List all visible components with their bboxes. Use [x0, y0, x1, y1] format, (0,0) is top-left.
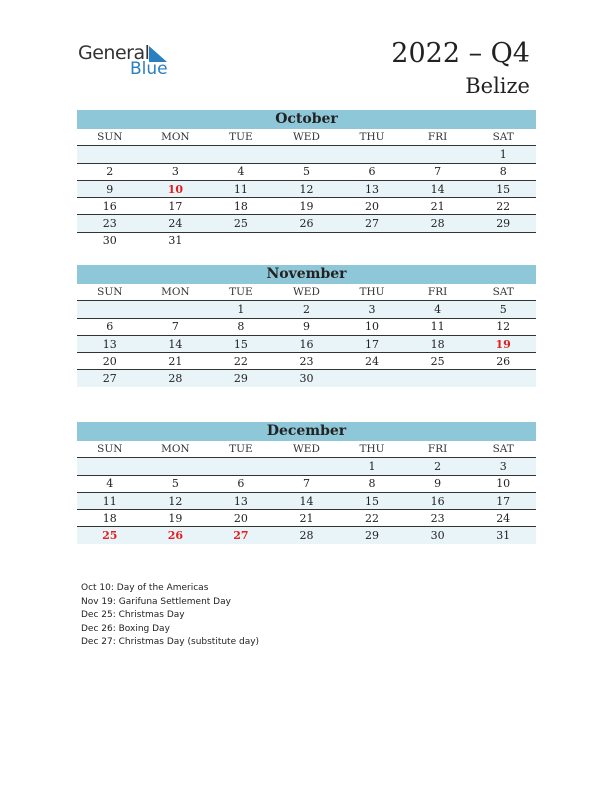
day-cell — [339, 232, 405, 249]
day-cell: 19 — [274, 198, 340, 215]
day-cell: 10 — [339, 318, 405, 335]
day-cell — [274, 146, 340, 163]
day-cell: 20 — [77, 353, 143, 370]
day-cell: 22 — [470, 198, 536, 215]
week-row — [77, 301, 536, 318]
day-cell: 29 — [470, 215, 536, 232]
day-cell: 16 — [77, 198, 143, 215]
day-cell: 15 — [470, 180, 536, 197]
day-cell: 21 — [143, 353, 209, 370]
week-row — [77, 146, 536, 163]
day-cell: 24 — [339, 353, 405, 370]
day-cell: 26 — [274, 215, 340, 232]
weekday-header-row — [77, 441, 536, 458]
day-cell: 25 — [405, 353, 471, 370]
day-cell: 5 — [143, 475, 209, 492]
day-cell: 15 — [208, 335, 274, 352]
day-cell: 20 — [339, 198, 405, 215]
day-cell: 29 — [339, 527, 405, 544]
week-row — [77, 215, 536, 232]
weekday-label: THU — [339, 129, 405, 146]
day-cell: 1 — [208, 301, 274, 318]
day-cell — [77, 458, 143, 475]
day-cell: 30 — [102, 234, 117, 248]
day-cell: 10 — [470, 475, 536, 492]
day-cell: 18 — [77, 510, 143, 527]
day-cell: 4 — [405, 301, 471, 318]
day-cell: 7 — [143, 318, 209, 335]
day-cell: 17 — [470, 492, 536, 509]
day-cell: 16 — [274, 335, 340, 352]
page-title: 2022 – Q4 — [391, 38, 530, 69]
month-grid — [77, 441, 536, 544]
day-cell: 10 — [143, 180, 209, 197]
day-cell: 22 — [339, 510, 405, 527]
day-cell: 24 — [143, 215, 209, 232]
day-cell: 18 — [208, 198, 274, 215]
day-cell — [77, 146, 143, 163]
holiday-note: Dec 25: Christmas Day — [81, 610, 185, 621]
day-cell — [274, 232, 340, 249]
holiday-note: Dec 27: Christmas Day (substitute day) — [81, 637, 260, 648]
day-cell: 16 — [405, 492, 471, 509]
day-cell: 17 — [143, 198, 209, 215]
month-october — [77, 110, 536, 249]
day-cell: 26 — [470, 353, 536, 370]
week-row — [77, 335, 536, 352]
day-cell: 18 — [405, 335, 471, 352]
logo — [78, 40, 178, 80]
weekday-label: SUN — [77, 441, 143, 458]
day-cell: 9 — [274, 318, 340, 335]
day-cell — [143, 146, 209, 163]
day-cell: 11 — [405, 318, 471, 335]
weekday-header-row — [77, 129, 536, 146]
week-row — [77, 370, 536, 387]
day-cell: 27 — [208, 527, 274, 544]
day-cell: 11 — [77, 492, 143, 509]
country-name: Belize — [465, 74, 530, 98]
day-cell: 12 — [470, 318, 536, 335]
weekday-label: WED — [274, 284, 340, 301]
day-cell: 5 — [470, 301, 536, 318]
day-cell: 3 — [470, 458, 536, 475]
day-cell — [470, 232, 536, 249]
weekday-label: FRI — [405, 441, 471, 458]
month-grid — [77, 129, 536, 249]
weekday-label: THU — [339, 284, 405, 301]
day-cell — [143, 301, 209, 318]
weekday-label: SUN — [77, 129, 143, 146]
day-cell: 28 — [143, 370, 209, 387]
day-cell: 7 — [274, 475, 340, 492]
day-cell: 21 — [274, 510, 340, 527]
day-cell: 14 — [274, 492, 340, 509]
day-cell: 25 — [208, 215, 274, 232]
week-row — [77, 180, 536, 197]
day-cell: 27 — [77, 370, 143, 387]
day-cell — [77, 301, 143, 318]
weekday-label: SUN — [77, 284, 143, 301]
week-row — [77, 492, 536, 509]
day-cell — [405, 146, 471, 163]
week-row — [77, 198, 536, 215]
weekday-label: THU — [339, 441, 405, 458]
week-row — [77, 527, 536, 544]
week-row — [77, 475, 536, 492]
day-cell — [208, 146, 274, 163]
day-cell: 14 — [405, 180, 471, 197]
month-title: December — [77, 422, 536, 441]
day-cell: 21 — [405, 198, 471, 215]
day-cell: 30 — [274, 370, 340, 387]
day-cell: 31 — [168, 234, 183, 248]
day-cell — [208, 458, 274, 475]
day-cell: 26 — [143, 527, 209, 544]
day-cell: 9 — [405, 475, 471, 492]
day-cell — [470, 370, 536, 387]
weekday-label: FRI — [405, 129, 471, 146]
day-cell: 23 — [274, 353, 340, 370]
day-cell — [405, 370, 471, 387]
weekday-header-row — [77, 284, 536, 301]
day-cell: 1 — [470, 146, 536, 163]
day-cell: 19 — [470, 335, 536, 352]
day-cell: 6 — [77, 318, 143, 335]
day-cell: 3 — [339, 301, 405, 318]
day-cell: 23 — [77, 215, 143, 232]
day-cell: 14 — [143, 335, 209, 352]
day-cell — [208, 232, 274, 249]
day-cell: 13 — [77, 335, 143, 352]
day-cell: 29 — [208, 370, 274, 387]
day-cell: 13 — [339, 180, 405, 197]
day-cell: 28 — [274, 527, 340, 544]
month-title: October — [77, 110, 536, 129]
day-cell: 2 — [405, 458, 471, 475]
day-cell: 12 — [143, 492, 209, 509]
weekday-label: WED — [274, 441, 340, 458]
day-cell: 8 — [470, 163, 536, 180]
day-cell: 8 — [339, 475, 405, 492]
day-cell: 3 — [143, 163, 209, 180]
week-row — [77, 353, 536, 370]
weekday-label: WED — [274, 129, 340, 146]
weekday-label: TUE — [208, 441, 274, 458]
day-cell — [143, 458, 209, 475]
day-cell — [339, 146, 405, 163]
day-cell: 27 — [339, 215, 405, 232]
weekday-label: SAT — [470, 129, 536, 146]
day-cell: 4 — [208, 163, 274, 180]
day-cell: 7 — [405, 163, 471, 180]
week-row — [77, 163, 536, 180]
day-cell: 13 — [208, 492, 274, 509]
week-row — [77, 510, 536, 527]
day-cell: 9 — [77, 180, 143, 197]
month-november — [77, 265, 536, 387]
day-cell: 12 — [274, 180, 340, 197]
holiday-notes — [81, 582, 259, 650]
day-cell: 11 — [208, 180, 274, 197]
day-cell: 20 — [208, 510, 274, 527]
day-cell: 17 — [339, 335, 405, 352]
day-cell: 2 — [77, 163, 143, 180]
day-cell: 5 — [274, 163, 340, 180]
holiday-note: Oct 10: Day of the Americas — [81, 583, 209, 593]
weekday-label: FRI — [405, 284, 471, 301]
week-row — [77, 458, 536, 475]
weekday-label: MON — [143, 441, 209, 458]
day-cell: 25 — [77, 527, 143, 544]
month-grid — [77, 284, 536, 387]
day-cell: 2 — [274, 301, 340, 318]
holiday-note: Dec 26: Boxing Day — [81, 623, 170, 634]
day-cell: 23 — [405, 510, 471, 527]
day-cell — [339, 370, 405, 387]
day-cell: 1 — [339, 458, 405, 475]
weekday-label: SAT — [470, 441, 536, 458]
day-cell: 30 — [405, 527, 471, 544]
week-row — [77, 232, 536, 249]
day-cell: 31 — [470, 527, 536, 544]
day-cell: 6 — [208, 475, 274, 492]
day-cell: 28 — [405, 215, 471, 232]
weekday-label: MON — [143, 129, 209, 146]
weekday-label: TUE — [208, 284, 274, 301]
day-cell: 15 — [339, 492, 405, 509]
day-cell: 6 — [339, 163, 405, 180]
day-cell: 22 — [208, 353, 274, 370]
logo-word-general: General — [78, 42, 150, 64]
holiday-note: Nov 19: Garifuna Settlement Day — [81, 596, 231, 607]
weekday-label: SAT — [470, 284, 536, 301]
day-cell: 8 — [208, 318, 274, 335]
weekday-label: TUE — [208, 129, 274, 146]
week-row — [77, 318, 536, 335]
day-cell — [274, 458, 340, 475]
weekday-label: MON — [143, 284, 209, 301]
day-cell: 4 — [77, 475, 143, 492]
month-december — [77, 422, 536, 544]
logo-word-blue: Blue — [130, 59, 168, 79]
day-cell: 24 — [470, 510, 536, 527]
day-cell — [405, 232, 471, 249]
month-title: November — [77, 265, 536, 284]
day-cell: 19 — [143, 510, 209, 527]
